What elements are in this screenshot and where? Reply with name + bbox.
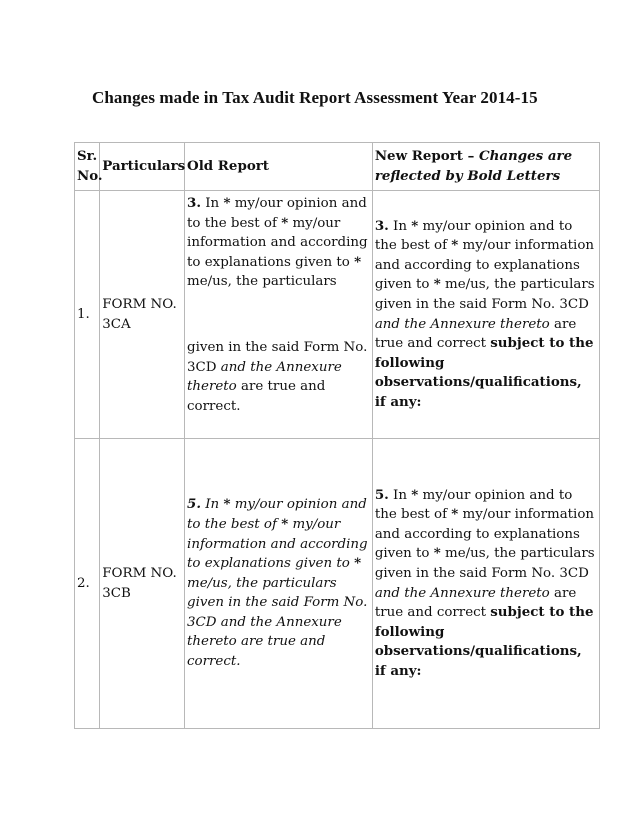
new-report-cell: 3. In * my/our opinion and to the best of * my/our information and according to explanations given to * me/us, the particulars given in the said Form No. 3CD and the Annexure thereto are true and correct subject to the following observations/qualifications, if any: bbox=[372, 191, 599, 439]
header-new-report-note: Changes are reflected by Bold Letters bbox=[374, 147, 573, 184]
old-report-cell: 5. In * my/our opinion and to the best of * my/our information and according to explanations given to * me/us, the particulars given in the said Form No. 3CD and the Annexure thereto are true and correct. bbox=[185, 439, 373, 729]
particulars-cell: FORM NO. 3CA bbox=[100, 191, 185, 439]
sr-no-cell: 2. bbox=[75, 439, 100, 729]
table-row bbox=[75, 191, 600, 439]
header-particulars: Particulars bbox=[100, 143, 185, 191]
document-title: Changes made in Tax Audit Report Assessment Year 2014-15 bbox=[92, 88, 538, 107]
sr-no-cell: 1. bbox=[75, 191, 100, 439]
header-old-report: Old Report bbox=[185, 143, 373, 191]
header-sr-no: Sr. No. bbox=[75, 143, 100, 191]
table-header-row bbox=[75, 143, 600, 191]
changes-table bbox=[74, 142, 600, 729]
particulars-cell: FORM NO. 3CB bbox=[100, 439, 185, 729]
table-row bbox=[75, 439, 600, 729]
old-report-cell: 3. In * my/our opinion and to the best of * my/our information and according to explanations given to * me/us, the particulars given in the said Form No. 3CD and the Annexure thereto are true and correct. bbox=[185, 191, 373, 439]
header-new-report bbox=[372, 143, 599, 191]
new-report-cell: 5. In * my/our opinion and to the best of * my/our information and according to explanations given to * me/us, the particulars given in the said Form No. 3CD and the Annexure thereto are true and correct subject to the following observations/qualifications, if any: bbox=[372, 439, 599, 729]
header-new-report-prefix: New Report – bbox=[374, 147, 479, 164]
